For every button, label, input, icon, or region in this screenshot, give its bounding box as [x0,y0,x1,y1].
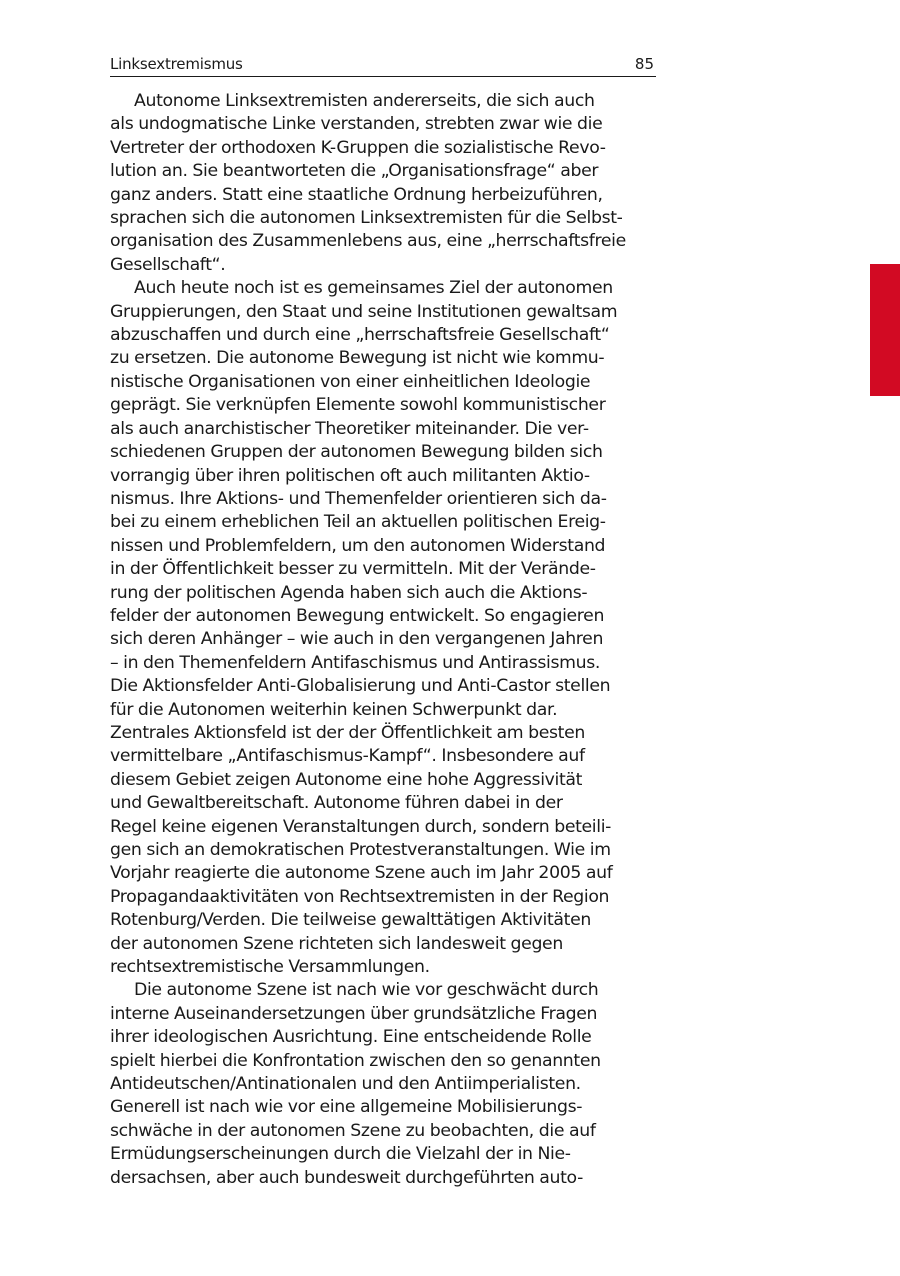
text-line: – in den Themenfeldern Antifaschismus und Antirassismus. [110,652,601,673]
text-line: Ermüdungserscheinungen durch die Vielzahl der in Nie- [110,1144,571,1165]
text-line: sprachen sich die autonomen Linksextremisten für die Selbst- [110,208,623,229]
body-text [110,90,656,1190]
chapter-thumb-tab [870,264,900,396]
text-line: interne Auseinandersetzungen über grundsätzliche Fragen [110,1003,598,1024]
text-line: und Gewaltbereitschaft. Autonome führen dabei in der [110,793,563,814]
text-line: zu ersetzen. Die autonome Bewegung ist nicht wie kommu- [110,348,605,369]
text-line: ihrer ideologischen Ausrichtung. Eine entscheidende Rolle [110,1027,592,1048]
text-line: Gruppierungen, den Staat und seine Institutionen gewaltsam [110,301,618,322]
text-line: Antideutschen/Antinationalen und den Antiimperialisten. [110,1074,581,1095]
text-line: vorrangig über ihren politischen oft auch militanten Aktio- [110,465,590,486]
page-number: 85 [634,55,654,73]
text-line: felder der autonomen Bewegung entwickelt. So engagieren [110,605,605,626]
text-line: in der Öffentlichkeit besser zu vermitteln. Mit der Verände- [110,559,596,580]
paragraph [110,979,656,1190]
text-line: Gesellschaft“. [110,254,226,275]
text-line: Propagandaaktivitäten von Rechtsextremisten in der Region [110,886,610,907]
text-line: organisation des Zusammenlebens aus, eine „herrschaftsfreie [110,231,626,252]
text-line: lution an. Sie beantworteten die „Organisationsfrage“ aber [110,161,599,182]
text-line: als auch anarchistischer Theoretiker miteinander. Die ver- [110,418,589,439]
text-line: Generell ist nach wie vor eine allgemeine Mobilisierungs- [110,1097,583,1118]
text-line: nissen und Problemfeldern, um den autonomen Widerstand [110,535,606,556]
text-line: gen sich an demokratischen Protestveranstaltungen. Wie im [110,840,611,860]
text-line: ganz anders. Statt eine staatliche Ordnung herbeizuführen, [110,184,603,205]
text-line: Vorjahr reagierte die autonome Szene auch im Jahr 2005 auf [110,863,613,884]
paragraph [110,90,656,277]
text-line: nistische Organisationen von einer einheitlichen Ideologie [110,371,591,392]
text-line: Autonome Linksextremisten andererseits, die sich auch [134,91,595,111]
text-line: für die Autonomen weiterhin keinen Schwerpunkt dar. [110,699,558,720]
text-line: dersachsen, aber auch bundesweit durchgeführten auto- [110,1167,583,1188]
text-line: sich deren Anhänger – wie auch in den vergangenen Jahren [110,629,604,650]
paragraph [110,277,656,979]
text-line: Vertreter der orthodoxen K-Gruppen die sozialistische Revo- [110,137,606,158]
running-head-section-title: Linksextremismus [110,55,243,73]
text-line: Zentrales Aktionsfeld ist der der Öffentlichkeit am besten [110,722,585,743]
text-line: nismus. Ihre Aktions- und Themenfelder orientieren sich da- [110,488,607,509]
text-line: rung der politischen Agenda haben sich auch die Aktions- [110,582,588,603]
text-line: diesem Gebiet zeigen Autonome eine hohe Aggressivität [110,769,583,790]
text-line: schiedenen Gruppen der autonomen Bewegung bilden sich [110,442,603,463]
text-line: spielt hierbei die Konfrontation zwischen den so genannten [110,1050,601,1071]
text-line: der autonomen Szene richteten sich landesweit gegen [110,933,563,954]
text-line: als undogmatische Linke verstanden, strebten zwar wie die [110,114,603,135]
text-line: rechtsextremistische Versammlungen. [110,957,430,978]
text-line: vermittelbare „Antifaschismus-Kampf“. Insbesondere auf [110,746,585,767]
text-line: Die Aktionsfelder Anti-Globalisierung und Anti-Castor stellen [110,676,611,697]
text-line: geprägt. Sie verknüpfen Elemente sowohl kommunistischer [110,395,606,416]
text-line: schwäche in der autonomen Szene zu beobachten, die auf [110,1120,596,1141]
running-head [110,54,656,77]
text-line: abzuschaffen und durch eine „herrschaftsfreie Gesellschaft“ [110,325,610,346]
text-line: Die autonome Szene ist nach wie vor geschwächt durch [134,980,599,1001]
text-line: Rotenburg/Verden. Die teilweise gewalttätigen Aktivitäten [110,910,591,931]
text-line: bei zu einem erheblichen Teil an aktuellen politischen Ereig- [110,512,606,533]
text-line: Regel keine eigenen Veranstaltungen durch, sondern beteili- [110,816,612,837]
text-line: Auch heute noch ist es gemeinsames Ziel der autonomen [134,278,613,299]
